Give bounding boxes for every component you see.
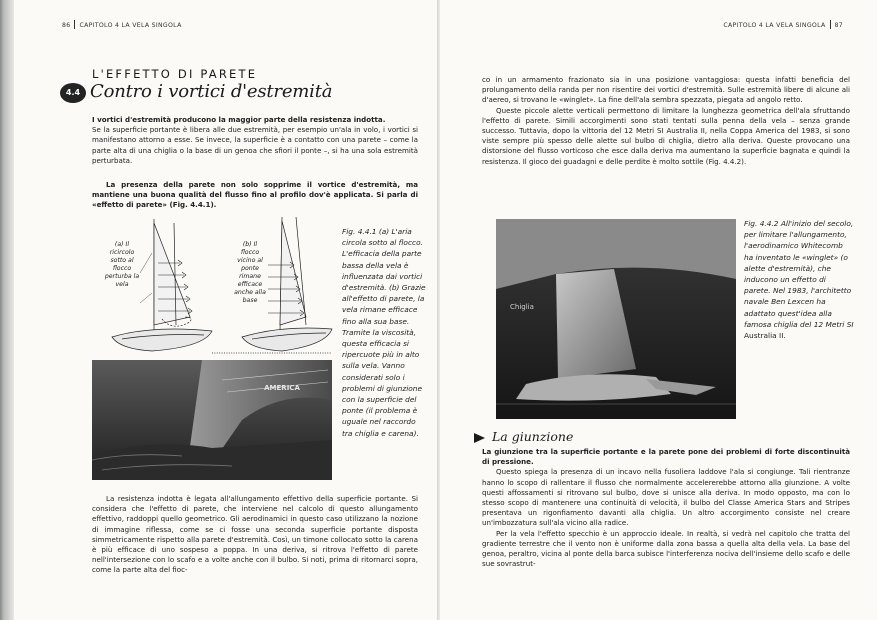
left-body-paragraph <box>92 494 418 576</box>
right-page-number: 87 <box>834 22 843 29</box>
section-badge: 4.4 <box>60 83 86 103</box>
section-kicker: L'EFFETTO DI PARETE <box>92 67 258 81</box>
right-running-title: CAPITOLO 4 LA VELA SINGOLA <box>723 22 826 29</box>
winglet-paragraph: Queste piccole alette verticali permettono di limitare la lunghezza geometrica dell'ala sfruttando l'effetto di parete. Simili accorgimenti sono stati tentati sulla penna della vela – senza grande successo. Tuttavia, dopo la vittoria del 12 Metri SI Australia II, nella Coppa America del 1983, si sono viste sempre più spesso delle alette sul bulbo di chiglia, dietro alla deriva. Queste provocano una distorsione del flusso vorticoso che esce dalla deriva ma aumentano la superficie bagnata e quindi la resistenza. Il gioco dei guadagni e delle perdite è molto sottile (Fig. 4.4.2). <box>482 105 850 166</box>
figure-4-4-2-caption-end: Australia II. <box>744 331 786 341</box>
hull-lettering: AMERICA <box>264 384 300 392</box>
scan-edge-shadow <box>0 0 14 620</box>
left-running-head <box>62 20 182 29</box>
junction-text <box>482 447 850 569</box>
figure-4-4-2-caption-text: Fig. 4.4.2 All'inizio del secolo, per limitare l'allungamento, l'aerodinamico Whitecomb ha inventato le «winglet» (o alette d'estremità), che inducono un effetto di parete. Nel 1983, l'architetto navale Ben Lexcen ha adattato quest'idea alla famosa chiglia del 12 Metri SI <box>744 219 854 329</box>
left-page <box>0 0 438 620</box>
wall-effect-statement: La presenza della parete non solo sopprime il vortice d'estremità, ma mantiene una buona qualità del flusso fino al profilo dov'è applicata. Si parla di «effetto di parete» (Fig. 4.4.1). <box>92 180 418 210</box>
subsection-title: La giunzione <box>492 429 574 444</box>
junction-lead: La giunzione tra la superficie portante e la parete pone dei problemi di forte discontinuità di pressione. <box>482 447 850 467</box>
keel-lettering: Chiglia <box>510 303 534 311</box>
left-page-number: 86 <box>62 22 71 29</box>
right-top-text <box>482 75 850 167</box>
junction-paragraph-2: Per la vela l'effetto specchio è un approccio ideale. In realtà, si vedrà nel capitolo che tratta del gradiente terrestre che il vento non è uniforme dalla zona bassa a quella alta della vela. La base del genoa, peraltro, vicina al ponte della barca subisce l'interferenza nociva dell'insieme dello scafo e delle sue sovrastrut- <box>482 528 850 569</box>
figure-4-4-2-caption <box>744 218 854 341</box>
intro-paragraph <box>92 115 418 166</box>
section-title: Contro i vortici d'estremità <box>90 81 333 102</box>
intro-body: Se la superficie portante è libera alle due estremità, per esempio un'ala in volo, i vortici si manifestano attorno a esse. Se invece, la superficie è a contatto con una parete – come la parte alta di una chiglia o la base di un genoa che sfiori il ponte –, si ha una sola estremità perturbata. <box>92 125 418 165</box>
intro-lead: I vortici d'estremità producono la maggior parte della resistenza indotta. <box>92 115 386 124</box>
subsection-arrow-icon <box>474 433 485 443</box>
right-page <box>440 0 877 620</box>
diagram-label-a: (a) Il ricircolo sotto al flocco perturba la vela <box>104 241 140 288</box>
left-body-text: La resistenza indotta è legata all'allungamento effettivo della superficie portante. Si considera che l'effetto di parete, che interviene nel calcolo di questo allungamento effettivo, raddoppi quello geometrico. Gli aerodinamici in questo caso utilizzano la nozione di immagine riflessa, come se ci fosse una seconda superficie portante disposta simmetricamente rispetto alla parete d'estremità. Così, un timone collocato sotto la carena è più efficace di uno sospeso a poppa. In una deriva, si ritrova l'effetto di parete nell'intersezione con lo scafo e a volte anche con il bulbo. Si noti, prima di ritornarci sopra, come la parte alta del fioc- <box>92 494 418 575</box>
sail-diagram <box>92 213 337 358</box>
right-running-head <box>723 20 843 29</box>
junction-paragraph-1: Questo spiega la presenza di un incavo nella fusoliera laddove l'ala si congiunge. Tali rientranze hanno lo scopo di rallentare il flusso che normalmente accelererebbe attorno alla giunzione. A volte questi affossamenti si ritrovano sul bulbo, dove si unisce alla deriva. In modo opposto, ma con lo stesso scopo di mantenere una continuità di velocità, il bulbo del Classe America Stars and Stripes presentava un rigonfiamento davanti alla chiglia. Un altro accorgimento consiste nel creare un'imbozzatura sull'ala vicino alla radice. <box>482 467 850 528</box>
diagram-label-b: (b) Il flocco vicino al ponte rimane efficace anche alla base <box>234 241 266 304</box>
continuation-text: co in un armamento frazionato sia in una posizione vantaggiosa: questa infatti beneficia del prolungamento della randa per non risentire dei vortici d'estremità. Sulle estremità libere di alcune ali d'aereo, si trovano le «winglet». La fine dell'ala sembra spezzata, piegata ad angolo retto. <box>482 75 850 105</box>
left-running-title: CAPITOLO 4 LA VELA SINGOLA <box>79 22 182 29</box>
figure-4-4-1-caption: Fig. 4.4.1 (a) L'aria circola sotto al flocco. L'efficacia della parte bassa della vela è influenzata dai vortici d'estremità. (b) Grazie all'effetto di parete, la vela rimane efficace fino alla sua base. Tramite la viscosità, questa efficacia si ripercuote più in alto sulla vela. Vanno considerati solo i problemi di giunzione con la superficie del ponte (il problema è uguale nel raccordo tra chiglia e carena). <box>342 227 426 438</box>
winglet-keel-photo <box>496 219 736 419</box>
keel-photo <box>92 360 332 480</box>
